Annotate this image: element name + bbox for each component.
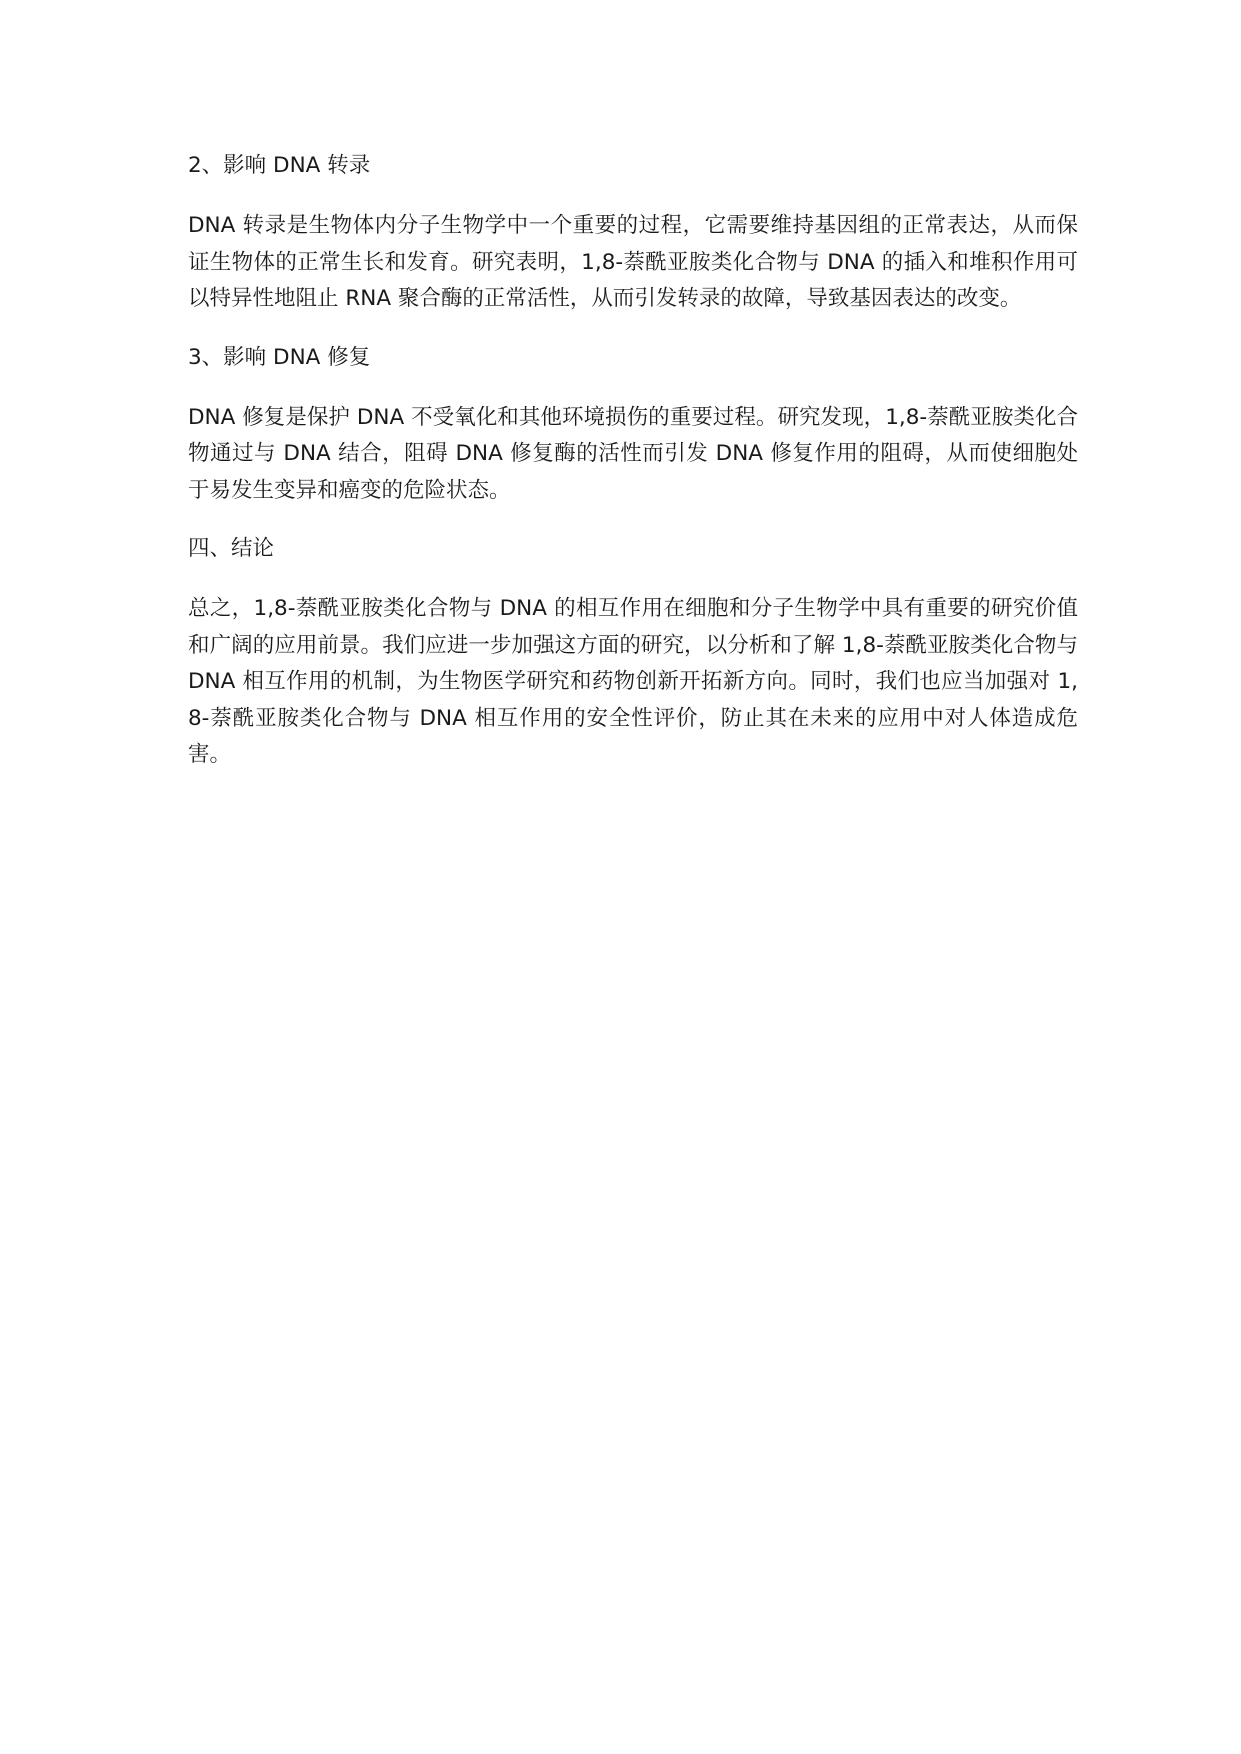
section-dna-transcription — [188, 150, 1078, 318]
section-heading: 2、影响 DNA 转录 — [188, 153, 371, 178]
document-page — [188, 150, 1078, 798]
section-paragraph: DNA 转录是生物体内分子生物学中一个重要的过程，它需要维持基因组的正常表达，从而保证生物体的正常生长和发育。研究表明，1,8-萘酰亚胺类化合物与 DNA 的插入和堆积作用可以特异性地阻止 RNA 聚合酶的正常活性，从而引发转录的故障，导致基因表达的改变。 — [188, 213, 1078, 311]
section-paragraph: 总之，1,8-萘酰亚胺类化合物与 DNA 的相互作用在细胞和分子生物学中具有重要的研究价值和广阔的应用前景。我们应进一步加强这方面的研究，以分析和了解 1,8-萘酰亚胺类化合物与 DNA 相互作用的机制，为生物医学研究和药物创新开拓新方向。同时，我们也应当加强对 1,8-萘酰亚胺类化合物与 DNA 相互作用的安全性评价，防止其在未来的应用中对人体造成危害。 — [188, 596, 1078, 767]
section-heading: 3、影响 DNA 修复 — [188, 344, 371, 370]
section-conclusion — [188, 533, 1078, 774]
section-heading: 四、结论 — [188, 536, 275, 561]
section-paragraph: DNA 修复是保护 DNA 不受氧化和其他环境损伤的重要过程。研究发现，1,8-萘酰亚胺类化合物通过与 DNA 结合，阻碍 DNA 修复酶的活性而引发 DNA 修复作用的阻碍，从而使细胞处于易发生变异和癌变的危险状态。 — [188, 404, 1078, 503]
section-dna-repair — [188, 342, 1078, 510]
